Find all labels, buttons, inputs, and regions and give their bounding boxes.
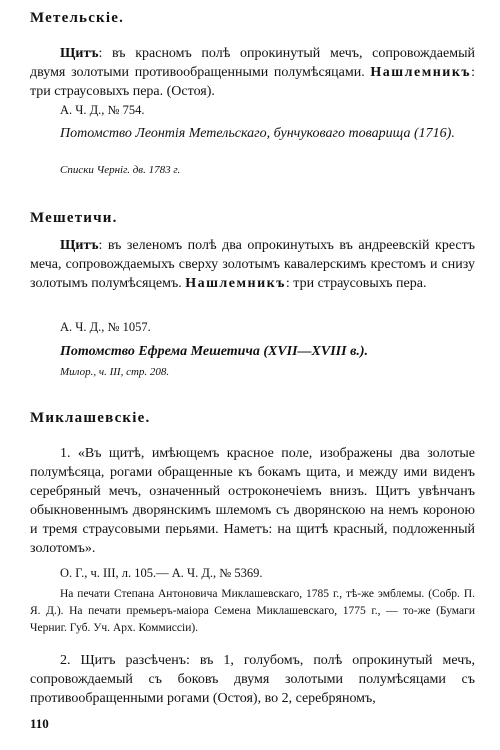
source-citation: Списки Черніг. дв. 1783 г. (60, 164, 181, 176)
source-citation: Милор., ч. III, стр. 208. (60, 366, 170, 378)
crest-label: Нашлемникъ (370, 65, 472, 80)
archive-reference: А. Ч. Д., № 1057. (60, 320, 151, 334)
paragraph-text: 2. Щитъ разсѣченъ: въ 1, голубомъ, полѣ опрокинутый мечъ, сопровождаемый съ боковъ двумя золотыми полумѣсяцами съ противообращенными рогами (Остоя), во 2, серебряномъ, (30, 653, 475, 706)
lineage-text: Потомство Ефрема Мешетича (XVII—XVIII в.). (60, 344, 368, 359)
shield-label: Щитъ (60, 46, 99, 61)
lineage-text: Потомство Леонтія Метельскаго, бунчуковаго товарища (1716). (60, 126, 455, 141)
entry-heading-miklashevskie: Миклашевскіе. (30, 410, 151, 426)
seal-note: На печати Степана Антоновича Миклашевскаго, 1785 г., тѣ-же эмблемы. (Собр. П. Я. Д.). На печати премьеръ-маіора Семена Миклашевскаго, 1775 г., — то-же (Бумаги Черниг. Губ. Уч. Арх. Коммиссіи). (30, 588, 475, 634)
entry-description-miklashevskie-2 (30, 651, 475, 708)
entry-heading-meshetichi: Мешетичи. (30, 210, 118, 226)
entry-description-meshetichi (30, 236, 475, 293)
shield-label: Щитъ (60, 238, 99, 253)
archive-reference: А. Ч. Д., № 754. (60, 103, 145, 117)
crest-label: Нашлемникъ (185, 276, 286, 291)
shield-text: : въ зеленомъ полѣ два опрокинутыхъ въ андреевскій крестъ меча, сопровождаемыхъ сверху золотымъ кавалерскимъ крестомъ и снизу золотымъ полумѣсяцемъ. (30, 238, 475, 291)
entry-description-metelskie (30, 44, 475, 101)
page-number: 110 (30, 716, 49, 731)
entry-heading-metelskie: Метельскіе. (30, 10, 125, 26)
shield-text: : въ красномъ полѣ опрокинутый мечъ, сопровождаемый двумя золотыми противообращенными полумѣсяцами. (30, 46, 475, 80)
crest-text: : три страусовыхъ пера. (285, 276, 427, 291)
crest-text: : три страусовыхъ пера. (Остоя). (30, 65, 475, 99)
entry-description-miklashevskie-1: 1. «Въ щитѣ, имѣющемъ красное поле, изображены два золотые полумѣсяца, рогами обращенные къ бокамъ щита, и между ими виденъ серебряный мечъ, означенный остроконечіемъ внизъ. Щитъ увѣнчанъ обыкновеннымъ дворянскимъ шлемомъ съ дворянскою на немъ короною и тремя страусовыми перьями. Наметъ: на щитѣ красный, подложенный золотомъ». (30, 446, 475, 556)
archive-reference: О. Г., ч. III, л. 105.— А. Ч. Д., № 5369. (60, 566, 263, 580)
